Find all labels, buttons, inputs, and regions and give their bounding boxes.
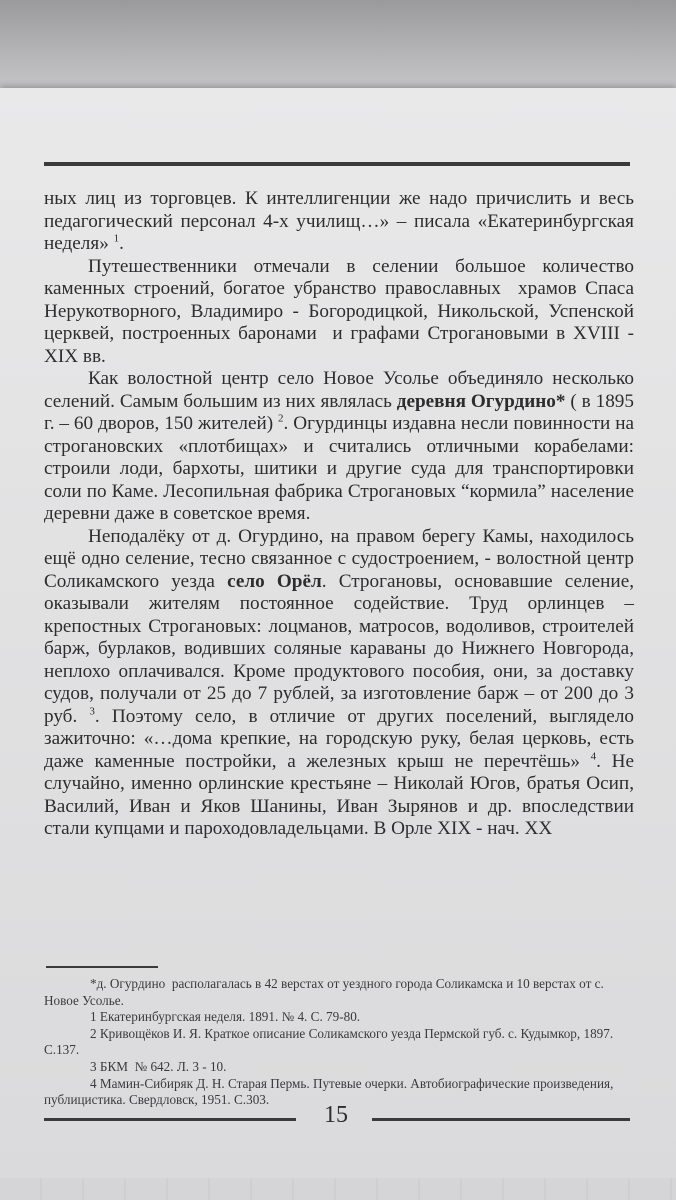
footnotes [44,976,634,1109]
footnote-separator [46,966,158,968]
paragraph-1: ных лиц из торговцев. К интеллигенции же надо причислить и весь педагогический персонал 4-х училищ…» – писала «Екатеринбургская неделя» $^1$. [44,188,634,254]
book-page [0,88,676,1200]
header-rule [44,162,630,166]
footnote-item: 1 Екатеринбургская неделя. 1891. № 4. С. 79-80. [90,1009,361,1025]
footer-rule-right [372,1118,630,1121]
footnote-item: 4 Мамин-Сибиряк Д. Н. Старая Пермь. Путевые очерки. Автобиографические произведения, публицистика. Свердловск, 1951. С.303. [44,1075,614,1108]
page-bottom-edge [0,1178,676,1200]
paragraph-4: Неподалёку от д. Огурдино, на правом берегу Камы, находилось ещё одно селение, тесно связанное с судостроением, - волостной центр Соликамского уезда село Орёл. Строгановы, основавшие селение, оказывали жителям постоянное содействие. Труд орлинцев – крепостных Строгановых: лоцманов, матросов, водоливов, строителей барж, бурлаков, водивших соляные караваны до Нижнего Новгорода, неплохо оплачивался. Кроме продуктового пособия, они, за доставку судов, получали от 25 до 7 рублей, за изготовление барж – от 200 до 3 руб. $^3$. Поэтому село, в отличие от других поселений, выглядело зажиточно: «…дома крепкие, на городскую руку, белая церковь, есть даже каменные постройки, а железных крыш не перечтёшь» $^4$. Не случайно, именно орлинские крестьяне – Николай Югов, братья Осип, Василий, Иван и Яков Шанины, Иван Зырянов и др. впоследствии стали купцами и пароходовладельцами. В Орле XIX - нач. XX [44,525,635,839]
background-top [0,0,676,100]
footnote-item: 2 Кривощёков И. Я. Краткое описание Соликамского уезда Пермской губ. с. Кудымкор, 1897. С.137. [44,1025,614,1058]
footnote-item: 3 БКМ № 642. Л. 3 - 10. [90,1058,227,1074]
body-text [44,188,634,841]
paragraph-3: Как волостной центр село Новое Усолье объединяло несколько селений. Самым большим из них являлась деревня Огурдино* ( в 1895 г. – 60 дворов, 150 жителей) $^2$. Огурдинцы издавна несли повинности на строгановских «плотбищах» и считались отличными корабелами: строили лоди, бархоты, шитики и другие суда для транспортировки соли по Каме. Лесопильная фабрика Строгановых “кормила” население деревни даже в советское время. [44,368,634,524]
page-number: 15 [324,1102,348,1128]
page-footer [0,1100,676,1160]
paragraph-2: Путешественники отмечали в селении большое количество каменных строений, богатое убранство православных храмов Спаса Нерукотворного, Владимиро - Богородицкой, Никольской, Успенской церквей, построенных баронами и графами Строгановыми в XVIII - XIX вв. [44,255,634,367]
footer-rule-left [44,1118,296,1121]
footnote-item: *д. Огурдино располагалась в 42 верстах от уездного города Соликамска и 10 верстах от с. Новое Усолье. [44,976,604,1008]
